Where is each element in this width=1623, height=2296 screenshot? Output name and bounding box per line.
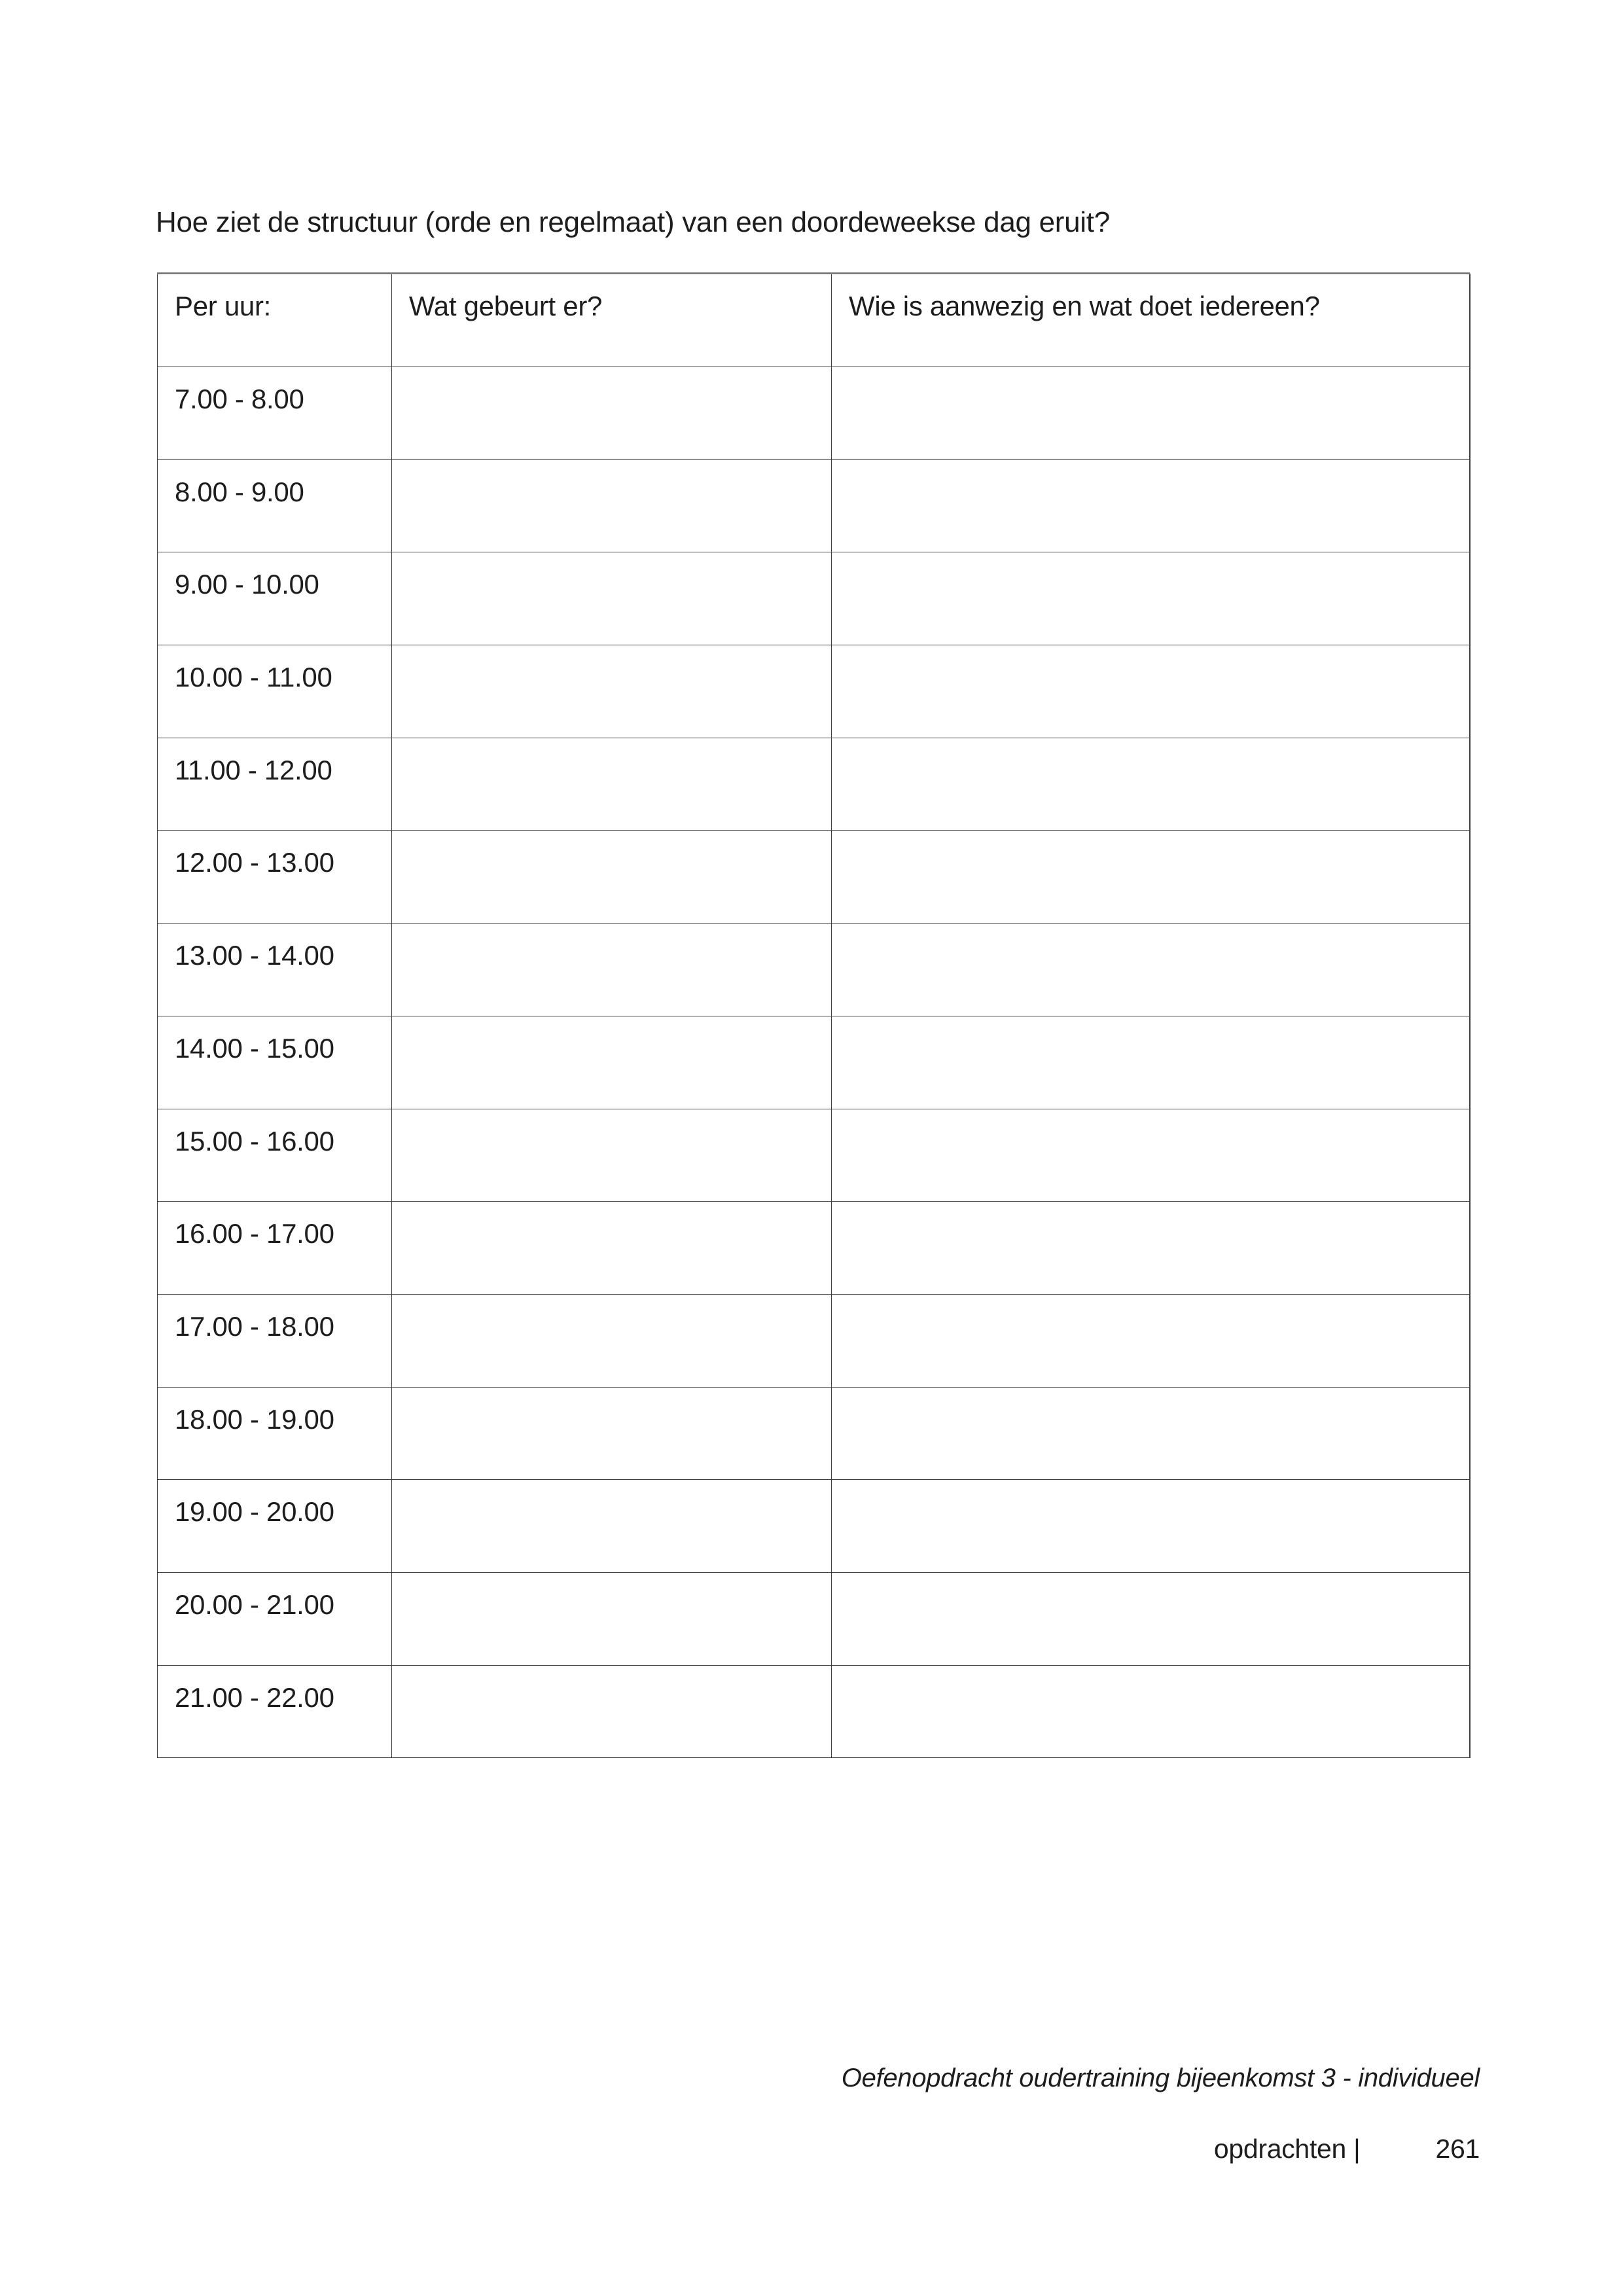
who-present-cell (832, 1294, 1470, 1387)
time-slot-cell: 21.00 - 22.00 (158, 1665, 392, 1758)
who-present-cell (832, 645, 1470, 738)
who-present-cell (832, 1665, 1470, 1758)
table-row (158, 1294, 1470, 1387)
table-row (158, 459, 1470, 552)
what-happens-cell (392, 552, 832, 645)
table-row (158, 1480, 1470, 1573)
table-row (158, 1387, 1470, 1480)
what-happens-cell (392, 924, 832, 1016)
time-slot-cell: 15.00 - 16.00 (158, 1109, 392, 1202)
who-present-cell (832, 831, 1470, 924)
table-row (158, 367, 1470, 460)
time-slot-cell: 8.00 - 9.00 (158, 459, 392, 552)
what-happens-cell (392, 459, 832, 552)
what-happens-cell (392, 1572, 832, 1665)
time-slot-cell: 19.00 - 20.00 (158, 1480, 392, 1573)
header-per-uur: Per uur: (158, 274, 392, 367)
day-structure-table (157, 274, 1470, 1758)
table-row (158, 1109, 1470, 1202)
who-present-cell (832, 738, 1470, 831)
table-row (158, 645, 1470, 738)
what-happens-cell (392, 1665, 832, 1758)
header-wat-gebeurt-er: Wat gebeurt er? (392, 274, 832, 367)
who-present-cell (832, 1480, 1470, 1573)
what-happens-cell (392, 738, 832, 831)
time-slot-cell: 17.00 - 18.00 (158, 1294, 392, 1387)
table-row (158, 1202, 1470, 1295)
time-slot-cell: 10.00 - 11.00 (158, 645, 392, 738)
who-present-cell (832, 552, 1470, 645)
what-happens-cell (392, 1202, 832, 1295)
time-slot-cell: 14.00 - 15.00 (158, 1016, 392, 1109)
time-slot-cell: 20.00 - 21.00 (158, 1572, 392, 1665)
what-happens-cell (392, 1387, 832, 1480)
table-row (158, 738, 1470, 831)
time-slot-cell: 9.00 - 10.00 (158, 552, 392, 645)
table-row (158, 924, 1470, 1016)
time-slot-cell: 11.00 - 12.00 (158, 738, 392, 831)
time-slot-cell: 16.00 - 17.00 (158, 1202, 392, 1295)
who-present-cell (832, 1016, 1470, 1109)
what-happens-cell (392, 831, 832, 924)
time-slot-cell: 18.00 - 19.00 (158, 1387, 392, 1480)
who-present-cell (832, 1109, 1470, 1202)
what-happens-cell (392, 645, 832, 738)
header-wie-is-aanwezig: Wie is aanwezig en wat doet iedereen? (832, 274, 1470, 367)
who-present-cell (832, 1202, 1470, 1295)
who-present-cell (832, 924, 1470, 1016)
time-slot-cell: 13.00 - 14.00 (158, 924, 392, 1016)
page-number: 261 (1435, 2134, 1480, 2164)
time-slot-cell: 7.00 - 8.00 (158, 367, 392, 460)
footer-exercise-label: Oefenopdracht oudertraining bijeenkomst 3 - individueel (841, 2064, 1480, 2092)
table-header-row (158, 274, 1470, 367)
time-slot-cell: 12.00 - 13.00 (158, 831, 392, 924)
table-row (158, 831, 1470, 924)
table-row (158, 1665, 1470, 1758)
what-happens-cell (392, 1109, 832, 1202)
who-present-cell (832, 1387, 1470, 1480)
what-happens-cell (392, 1480, 832, 1573)
table-row (158, 1572, 1470, 1665)
page-title: Hoe ziet de structuur (orde en regelmaat) van een doordeweekse dag eruit? (156, 206, 1110, 238)
what-happens-cell (392, 1016, 832, 1109)
what-happens-cell (392, 1294, 832, 1387)
who-present-cell (832, 459, 1470, 552)
table-row (158, 552, 1470, 645)
table-body (158, 367, 1470, 1758)
table-row (158, 1016, 1470, 1109)
page-footer (1214, 2134, 1480, 2164)
what-happens-cell (392, 367, 832, 460)
who-present-cell (832, 367, 1470, 460)
who-present-cell (832, 1572, 1470, 1665)
footer-section-label: opdrachten | (1213, 2134, 1361, 2164)
